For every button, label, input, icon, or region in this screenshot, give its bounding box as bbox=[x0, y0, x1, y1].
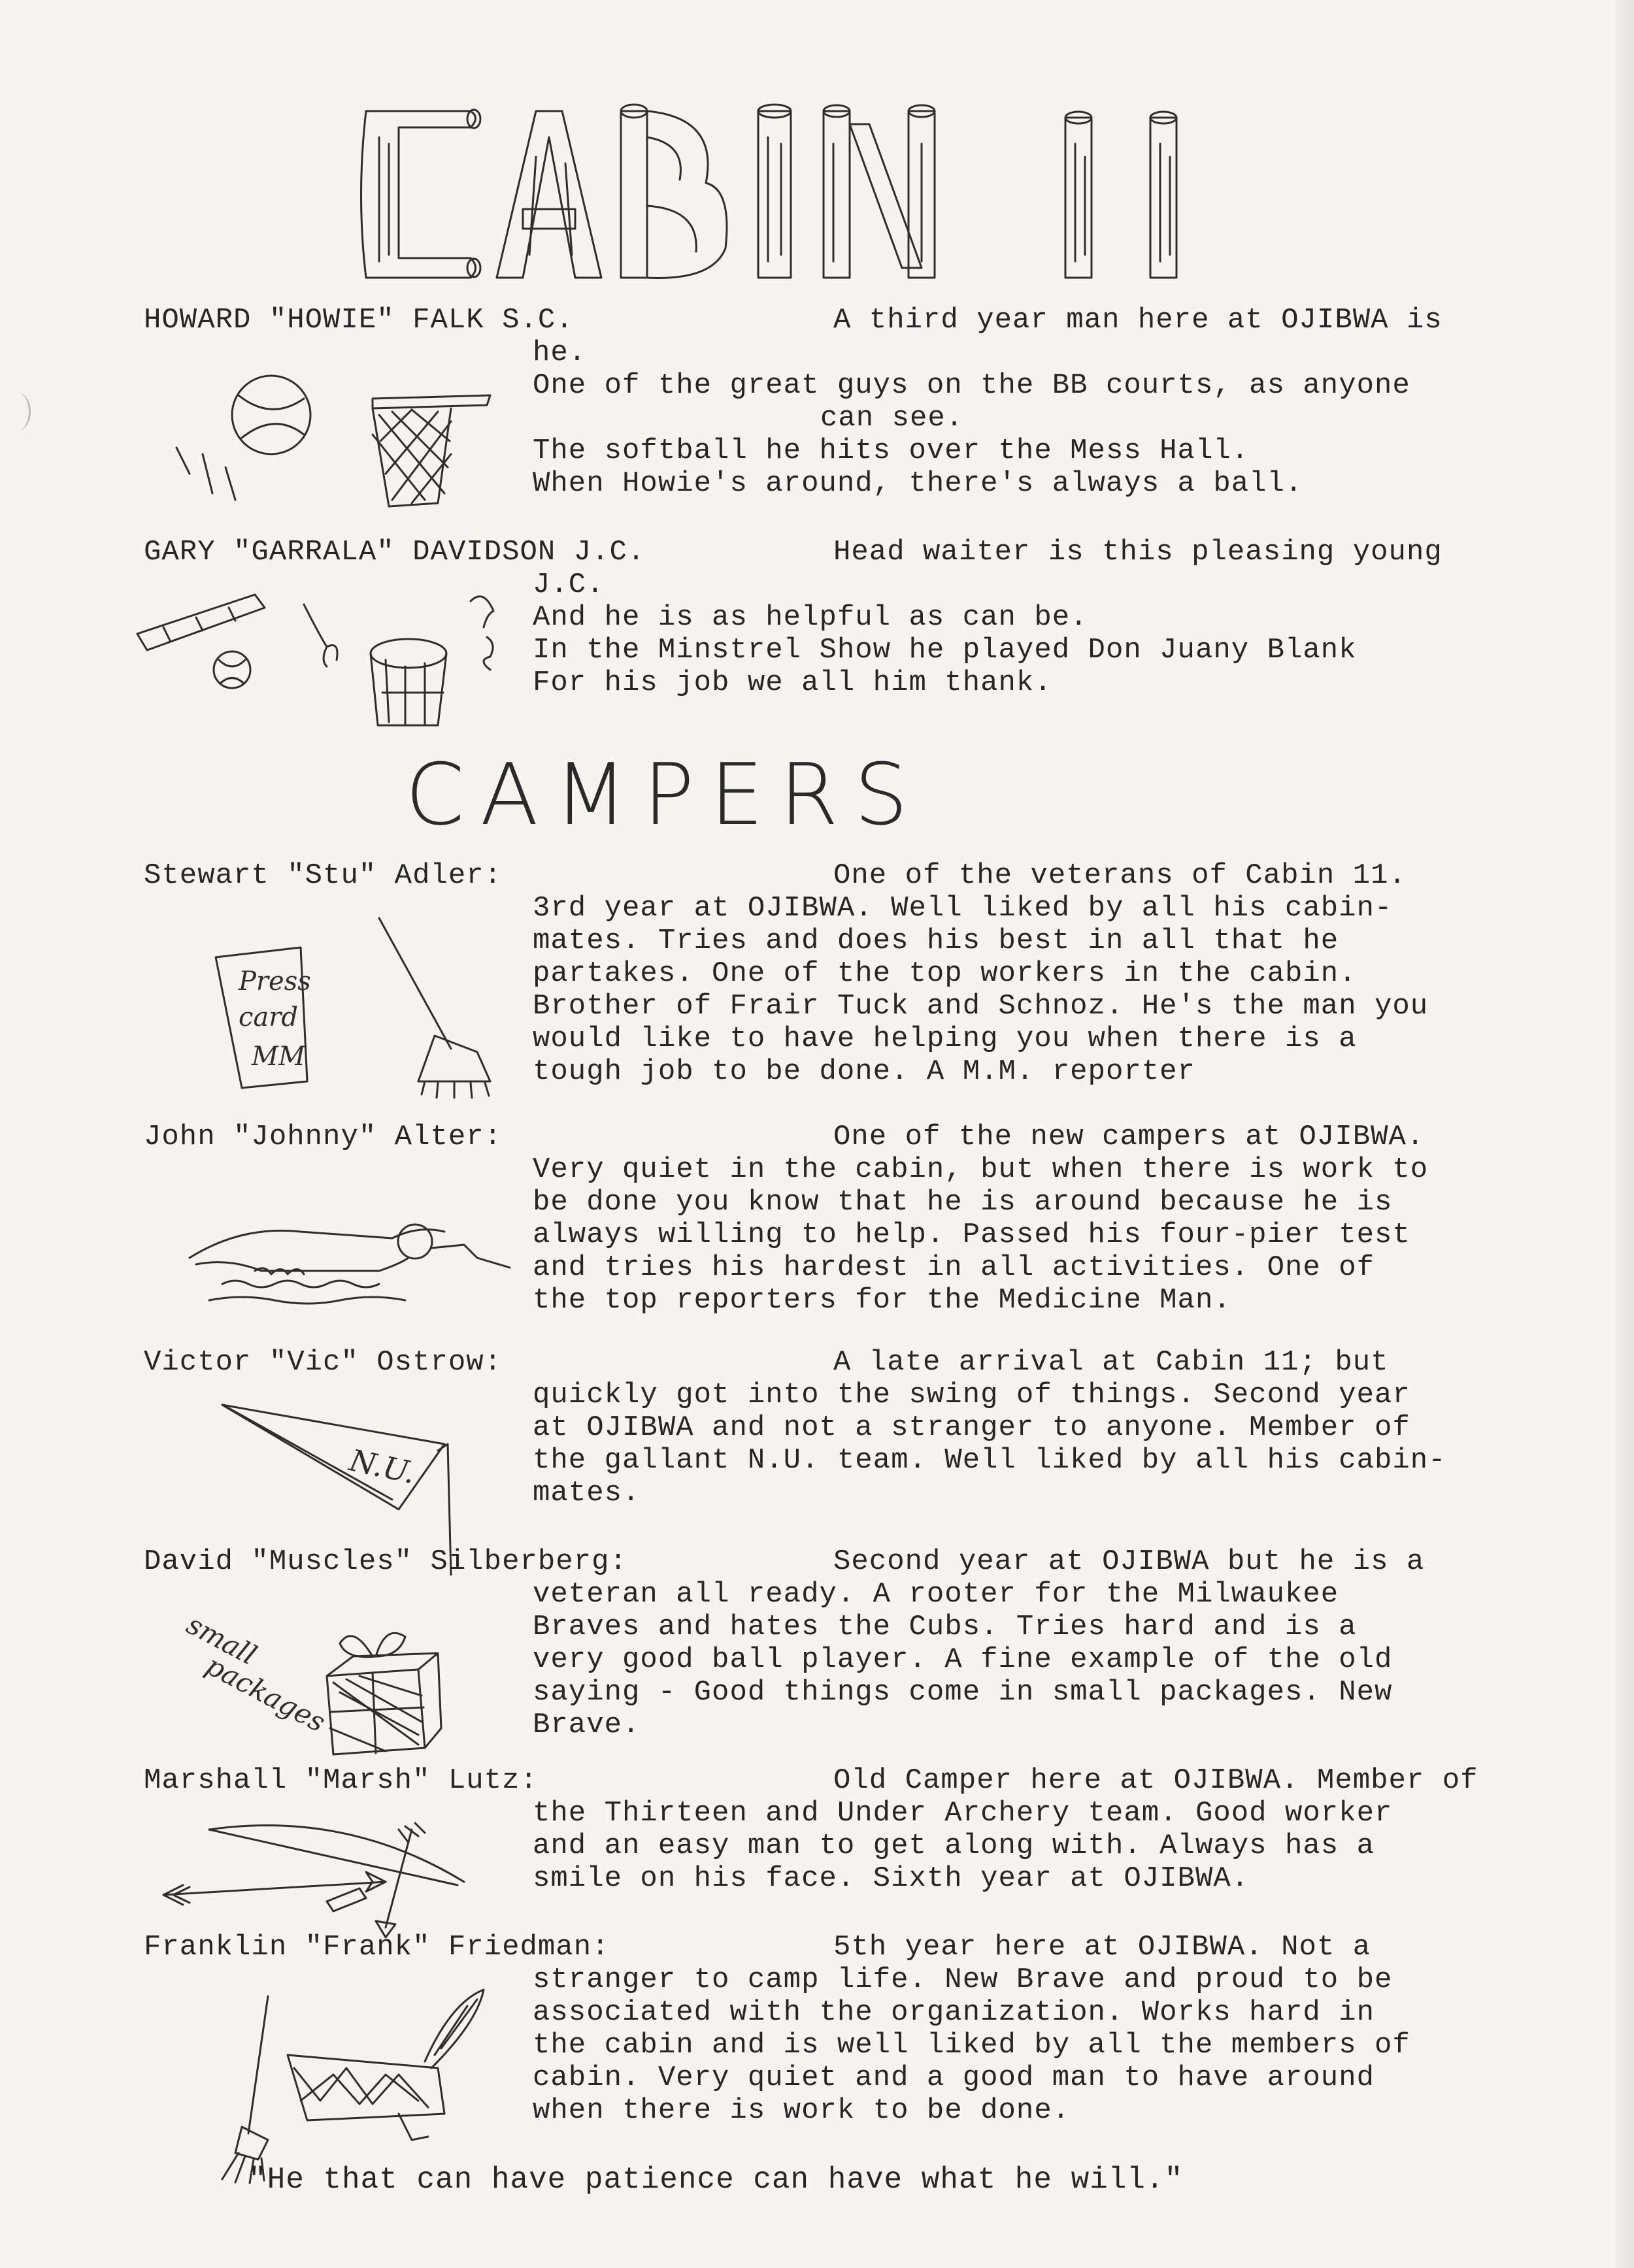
bat-ball-drum-sketch bbox=[131, 575, 523, 738]
bio-line: partakes. One of the top workers in the cabin. bbox=[533, 957, 1357, 990]
camper-name: John "Johnny" Alter: bbox=[144, 1121, 503, 1153]
bio-line: In the Minstrel Show he played Don Juany Blank bbox=[533, 634, 1357, 666]
bio-line: A third year man here at OJIBWA is bbox=[833, 304, 1442, 337]
camper-entry-vic bbox=[144, 1346, 1569, 1536]
bio-line: cabin. Very quiet and a good man to have around bbox=[533, 2062, 1375, 2094]
bio-line: The softball he hits over the Mess Hall. bbox=[533, 435, 1250, 467]
bio-line: he. bbox=[533, 337, 587, 369]
counselor-entry-gary bbox=[144, 536, 1569, 732]
bio-line: associated with the organization. Works hard in bbox=[533, 1996, 1375, 2029]
camper-entry-frank bbox=[144, 1931, 1569, 2153]
bio-line: tough job to be done. A M.M. reporter bbox=[533, 1055, 1195, 1088]
bio-line: A late arrival at Cabin 11; but bbox=[833, 1346, 1389, 1379]
bio-line: When Howie's around, there's always a ball. bbox=[533, 467, 1303, 500]
counselor-name: GARY "GARRALA" DAVIDSON J.C. bbox=[144, 536, 646, 568]
sketch-text-packages: packages bbox=[201, 1649, 331, 1739]
log-lettering-drawing bbox=[340, 98, 1229, 288]
bio-line: and an easy man to get along with. Always has a bbox=[533, 1830, 1375, 1862]
camper-entry-stu bbox=[144, 859, 1569, 1101]
bio-line: For his job we all him thank. bbox=[533, 666, 1052, 699]
camper-name: Marshall "Marsh" Lutz: bbox=[144, 1764, 538, 1797]
headband-feather-sketch bbox=[196, 1970, 536, 2186]
sketch-text-small: small bbox=[181, 1608, 262, 1671]
bio-line: always willing to help. Passed his four-pier test bbox=[533, 1219, 1410, 1251]
bio-line: One of the new campers at OJIBWA. bbox=[833, 1121, 1425, 1153]
camper-name: David "Muscles" Silberberg: bbox=[144, 1545, 627, 1578]
bio-line: mates. bbox=[533, 1477, 641, 1509]
bio-line: the Thirteen and Under Archery team. Good worker bbox=[533, 1797, 1393, 1830]
bio-line: the cabin and is well liked by all the members of bbox=[533, 2029, 1410, 2062]
press-card-rake-sketch bbox=[203, 898, 529, 1108]
bio-line: Head waiter is this pleasing young bbox=[833, 536, 1442, 568]
camper-name: Stewart "Stu" Adler: bbox=[144, 859, 503, 892]
bio-line: Braves and hates the Cubs. Tries hard and is a bbox=[533, 1611, 1357, 1643]
bio-line: 3rd year at OJIBWA. Well liked by all his cabin- bbox=[533, 892, 1393, 925]
camper-name: Franklin "Frank" Friedman: bbox=[144, 1931, 610, 1964]
bio-line: at OJIBWA and not a stranger to anyone. Member of bbox=[533, 1411, 1410, 1444]
bio-line: Brother of Frair Tuck and Schnoz. He's the man you bbox=[533, 990, 1429, 1023]
binder-hole bbox=[3, 392, 31, 431]
bio-line: the top reporters for the Medicine Man. bbox=[533, 1284, 1231, 1317]
bio-line: and tries his hardest in all activities. One of bbox=[533, 1251, 1375, 1284]
bio-line: can see. bbox=[820, 402, 964, 435]
press-card-text-3: MM bbox=[252, 1042, 305, 1072]
pennant-text: N.U. bbox=[346, 1442, 419, 1491]
counselor-entry-howie bbox=[144, 304, 1569, 506]
bio-line: Very quiet in the cabin, but when there is work to bbox=[533, 1153, 1429, 1186]
bio-line: One of the great guys on the BB courts, as anyone bbox=[533, 369, 1410, 402]
camper-entry-marsh bbox=[144, 1764, 1569, 1928]
bio-line: Brave. bbox=[533, 1709, 641, 1741]
camper-name: Victor "Vic" Ostrow: bbox=[144, 1346, 503, 1379]
bio-line: very good ball player. A fine example of the old bbox=[533, 1643, 1393, 1676]
bio-line: J.C. bbox=[533, 568, 605, 601]
bio-line: quickly got into the swing of things. Second year bbox=[533, 1379, 1410, 1411]
bio-line: Second year at OJIBWA but he is a bbox=[833, 1545, 1425, 1578]
bio-line: be done you know that he is around because he is bbox=[533, 1186, 1393, 1219]
closing-quote: "He that can have patience can have what he will." bbox=[248, 2163, 1184, 2197]
basketball-hoop-sketch bbox=[163, 363, 490, 519]
small-packages-sketch bbox=[163, 1604, 529, 1774]
bio-line: saying - Good things come in small packages. New bbox=[533, 1676, 1393, 1709]
camper-entry-david bbox=[144, 1545, 1569, 1754]
bow-arrow-sketch bbox=[150, 1810, 516, 1941]
bio-line: stranger to camp life. New Brave and proud to be bbox=[533, 1964, 1393, 1996]
press-card-text-2: card bbox=[239, 1002, 298, 1032]
bio-line: And he is as helpful as can be. bbox=[533, 601, 1088, 634]
swimmer-sketch bbox=[183, 1206, 523, 1317]
press-card-text-1: Press bbox=[239, 966, 311, 996]
bio-line: One of the veterans of Cabin 11. bbox=[833, 859, 1407, 892]
page-title bbox=[340, 98, 1229, 288]
bio-line: when there is work to be done. bbox=[533, 2094, 1071, 2127]
counselor-name: HOWARD "HOWIE" FALK S.C. bbox=[144, 304, 574, 337]
bio-line: veteran all ready. A rooter for the Milwaukee bbox=[533, 1578, 1339, 1611]
bio-line: the gallant N.U. team. Well liked by all his cabin- bbox=[533, 1444, 1446, 1477]
camper-entry-johnny bbox=[144, 1121, 1569, 1330]
bio-line: mates. Tries and does his best in all that he bbox=[533, 925, 1339, 957]
bio-line: smile on his face. Sixth year at OJIBWA. bbox=[533, 1862, 1250, 1895]
campers-heading: CAMPERS bbox=[405, 745, 924, 844]
bio-line: 5th year here at OJIBWA. Not a bbox=[833, 1931, 1371, 1964]
bio-line: would like to have helping you when there is a bbox=[533, 1023, 1357, 1055]
bio-line: Old Camper here at OJIBWA. Member of bbox=[833, 1764, 1478, 1797]
